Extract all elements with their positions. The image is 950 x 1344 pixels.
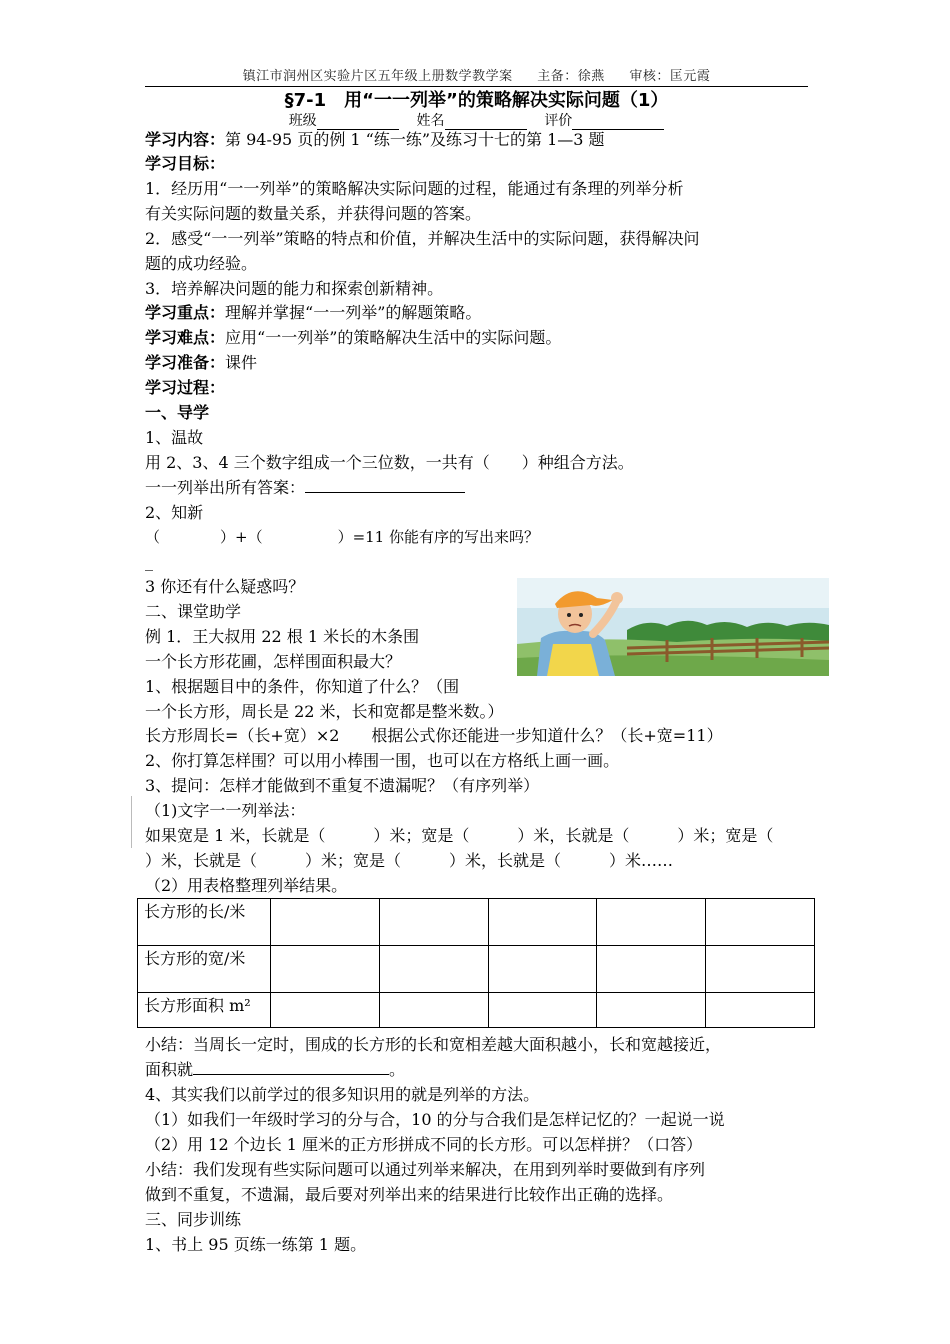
table-cell[interactable] <box>488 993 597 1028</box>
list-answers-label: 一一列举出所有答案： <box>145 478 306 497</box>
table-cell[interactable] <box>379 993 488 1028</box>
difficulty-label: 学习难点： <box>145 328 226 347</box>
preparation-text: 课件 <box>225 353 258 372</box>
goal-1a: 1．经历用“一一列举”的策略解决实际问题的过程，能通过有条理的列举分析 <box>145 179 684 198</box>
listing-table <box>137 898 815 1028</box>
table-cell[interactable] <box>706 993 815 1028</box>
summary-1b-end: 。 <box>389 1060 406 1079</box>
review-question: 用 2、3、4 三个数字组成一个三位数，一共有（ ）种组合方法。 <box>145 453 634 472</box>
step-2: 2、你打算怎样围？可以用小棒围一围，也可以在方格纸上画一画。 <box>145 751 620 770</box>
text-listing-heading: （1)文字一一列举法： <box>145 801 306 820</box>
eval-label: 评价 <box>544 113 573 129</box>
table-cell[interactable] <box>706 899 815 946</box>
header-school: 镇江市润州区实验片区五年级上册数学教学案 <box>242 69 513 84</box>
table-cell[interactable] <box>271 946 380 993</box>
goal-2b: 题的成功经验。 <box>145 254 258 273</box>
summary-2a: 小结：我们发现有些实际问题可以通过列举来解决，在用到列举时要做到有序列 <box>145 1160 706 1179</box>
key-point <box>145 301 481 325</box>
summary-1a: 小结：当周长一定时，围成的长方形的长和宽相差越大面积越小，长和宽越接近， <box>145 1035 722 1054</box>
farmer-fence-illustration <box>517 578 829 676</box>
practice-1: 1、书上 95 页练一练第 1 题。 <box>145 1235 367 1254</box>
underscore-mark: _ <box>145 552 153 571</box>
step-4-1: （1）如我们一年级时学习的分与合，10 的分与合我们是怎样记忆的？一起说一说 <box>145 1110 725 1129</box>
section-3-heading: 三、同步训练 <box>145 1210 242 1229</box>
table-cell[interactable] <box>597 946 706 993</box>
new-knowledge-heading: 2、知新 <box>145 503 204 522</box>
key-point-text: 理解并掌握“一一列举”的解题策略。 <box>225 303 482 322</box>
step-4: 4、其实我们以前学过的很多知识用的就是列举的方法。 <box>145 1085 540 1104</box>
row-length-label: 长方形的长/米 <box>138 899 271 946</box>
table-row <box>138 946 815 993</box>
table-cell[interactable] <box>379 899 488 946</box>
header-author: 主备：徐燕 <box>537 69 605 84</box>
table-row <box>138 899 815 946</box>
example-1-a: 例 1．王大叔用 22 根 1 米长的木条围 <box>145 627 420 646</box>
study-content-label: 学习内容： <box>145 130 226 149</box>
doubt-question: 3 你还有什么疑惑吗？ <box>145 577 305 596</box>
step-4-2: （2）用 12 个边长 1 厘米的正方形拼成不同的长方形。可以怎样拼？（口答） <box>145 1135 703 1154</box>
study-content-text: 第 94-95 页的例 1 “练一练”及练习十七的第 1—3 题 <box>225 130 605 149</box>
key-point-label: 学习重点： <box>145 303 226 322</box>
table-cell[interactable] <box>597 993 706 1028</box>
student-info-row <box>145 110 808 130</box>
preparation <box>145 351 257 375</box>
table-cell[interactable] <box>597 899 706 946</box>
table-cell[interactable] <box>379 946 488 993</box>
margin-mark <box>131 796 132 848</box>
text-listing-a: 如果宽是 1 米，长就是（ ）米；宽是（ ）米，长就是（ ）米；宽是（ <box>145 826 774 845</box>
difficulty <box>145 326 561 350</box>
class-label: 班级 <box>288 113 317 129</box>
summary-2b: 做到不重复，不遗漏，最后要对列举出来的结果进行比较作出正确的选择。 <box>145 1185 674 1204</box>
goal-1b: 有关实际问题的数量关系，并获得问题的答案。 <box>145 204 482 223</box>
summary-blank[interactable] <box>193 1058 389 1075</box>
name-label: 姓名 <box>416 113 445 129</box>
section-1-heading: 一、导学 <box>145 403 210 422</box>
preparation-label: 学习准备： <box>145 353 226 372</box>
goal-2a: 2．感受“一一列举”策略的特点和价值，并解决生活中的实际问题，获得解决问 <box>145 229 700 248</box>
list-answers <box>145 476 465 500</box>
study-goals-heading: 学习目标： <box>145 154 226 173</box>
page-title: §7-1 用“一一列举”的策略解决实际问题（1） <box>284 90 669 111</box>
example-1-b: 一个长方形花圃，怎样围面积最大？ <box>145 652 402 671</box>
header-reviewer: 审核：匡元霞 <box>629 69 711 84</box>
row-width-label: 长方形的宽/米 <box>138 946 271 993</box>
perimeter-formula: 长方形周长=（长+宽）×2 根据公式你还能进一步知道什么？（长+宽=11） <box>145 726 723 745</box>
process-heading: 学习过程： <box>145 378 226 397</box>
row-area-label: 长方形面积 m² <box>138 993 271 1028</box>
table-cell[interactable] <box>488 946 597 993</box>
step-3: 3、提问：怎样才能做到不重复不遗漏呢？（有序列举） <box>145 776 540 795</box>
difficulty-text: 应用“一一列举”的策略解决生活中的实际问题。 <box>225 328 562 347</box>
table-cell[interactable] <box>706 946 815 993</box>
table-cell[interactable] <box>271 993 380 1028</box>
table-cell[interactable] <box>271 899 380 946</box>
review-heading: 1、温故 <box>145 428 204 447</box>
summary-1b <box>145 1058 405 1082</box>
new-knowledge-question: （ ）+（ ）=11 你能有序的写出来吗？ <box>145 528 539 546</box>
summary-1b-text: 面积就 <box>145 1060 194 1079</box>
page-header <box>145 65 808 87</box>
table-cell[interactable] <box>488 899 597 946</box>
table-listing-heading: （2）用表格整理列举结果。 <box>145 876 348 895</box>
text-listing-b: ）米，长就是（ ）米；宽是（ ）米，长就是（ ）米…… <box>145 851 674 870</box>
table-row <box>138 993 815 1028</box>
section-2-heading: 二、课堂助学 <box>145 602 242 621</box>
study-content <box>145 128 605 152</box>
list-answers-blank[interactable] <box>305 476 465 493</box>
goal-3: 3．培养解决问题的能力和探索创新精神。 <box>145 279 444 298</box>
step-1-b: 一个长方形，周长是 22 米，长和宽都是整米数。） <box>145 702 504 721</box>
step-1-a: 1、根据题目中的条件，你知道了什么？（围 <box>145 677 460 696</box>
